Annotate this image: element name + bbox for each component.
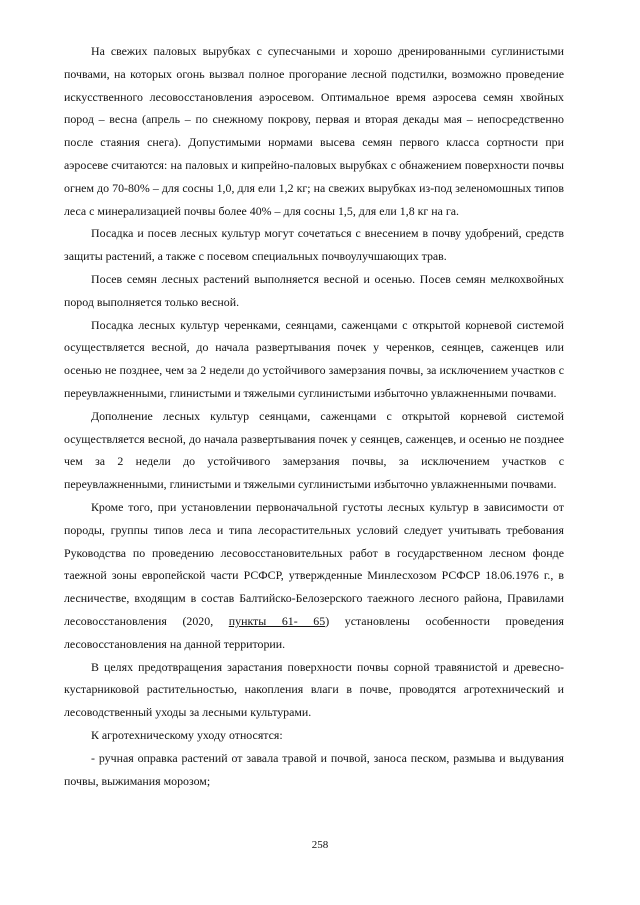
page-number: 258	[311, 839, 329, 851]
document-body	[64, 40, 564, 792]
paragraph-aerosowing: На свежих паловых вырубках с супесчаными и хорошо дренированными суглинистыми почвами, на которых огонь вызвал полное прогорание лесной подстилки, возможно проведение искусственного лесовосстановления аэросевом. Оптимальное время аэросева семян хвойных пород – весна (апрель – по снежному покрову, первая и вторая декады мая – непосредственно после стаяния снега). Допустимыми нормами высева семян первого класса сортности при аэросеве считаются: на паловых и кипрейно-паловых вырубках с обнажением поверхности почвы огнем до 70-80% – для сосны 1,0, для ели 1,2 кг; на свежих вырубках из-под зеленомошных типов леса с минерализацией почвы более 40% – для сосны 1,5, для ели 1,8 кг на га.	[64, 44, 564, 218]
paragraph-care-purpose: В целях предотвращения зарастания поверхности почвы сорной травянистой и древесно-кустарниковой растительностью, накопления влаги в почве, проводятся агротехнический и лесоводственный уходы за лесными культурами.	[64, 659, 564, 720]
paragraph-fertilizers: Посадка и посев лесных культур могут сочетаться с внесением в почву удобрений, средств защиты растений, а также с посевом специальных почвоулучшающих трав.	[64, 226, 564, 264]
paragraph-initial-density	[64, 496, 564, 656]
paragraph-sowing-seasons: Посев семян лесных растений выполняется весной и осенью. Посев семян мелкохвойных пород выполняется только весной.	[64, 271, 564, 309]
paragraph-supplementing: Дополнение лесных культур сеянцами, саженцами с открытой корневой системой осуществляется весной, до начала развертывания почек у сеянцев, саженцев, и осенью не позднее чем за 2 недели до устойчивого замерзания почвы, за исключением участков с переувлажненными, глинистыми и тяжелыми суглинистыми избыточно увлажненными почвами.	[64, 408, 564, 492]
list-item-manual-straightening: - ручная оправка растений от завала травой и почвой, заноса песком, размыва и выдувания почвы, выжимания морозом;	[64, 750, 564, 788]
density-text-after-link: ) установлены особенности проведения лесовосстановления на данной территории.	[64, 613, 564, 651]
paragraph-planting-cuttings: Посадка лесных культур черенками, сеянцами, саженцами с открытой корневой системой осуществляется весной, до начала развертывания почек у черенков, сеянцев, саженцев или осенью не позднее, чем за 2 недели до устойчивого замерзания почвы, за исключением участков с переувлажненными, глинистыми и тяжелыми суглинистыми избыточно увлажненными почвами.	[64, 317, 564, 400]
rules-points-link[interactable]: пункты 61- 65	[228, 613, 326, 628]
density-text-before-link: Кроме того, при установлении первоначальной густоты лесных культур в зависимости от породы, группы типов леса и типа лесорастительных условий следует учитывать требования Руководства по проведению лесовосстановительных работ в государственном лесном фонде таежной зоны европейской части РСФСР, утвержденные Минлесхозом РСФСР 18.06.1976 г., в лесничестве, входящим в состав Балтийско-Белозерского таежного лесного района, Правилами лесовосстановления (2020,	[64, 499, 564, 628]
paragraph-agrotech-heading: К агротехническому уходу относятся:	[91, 727, 283, 742]
